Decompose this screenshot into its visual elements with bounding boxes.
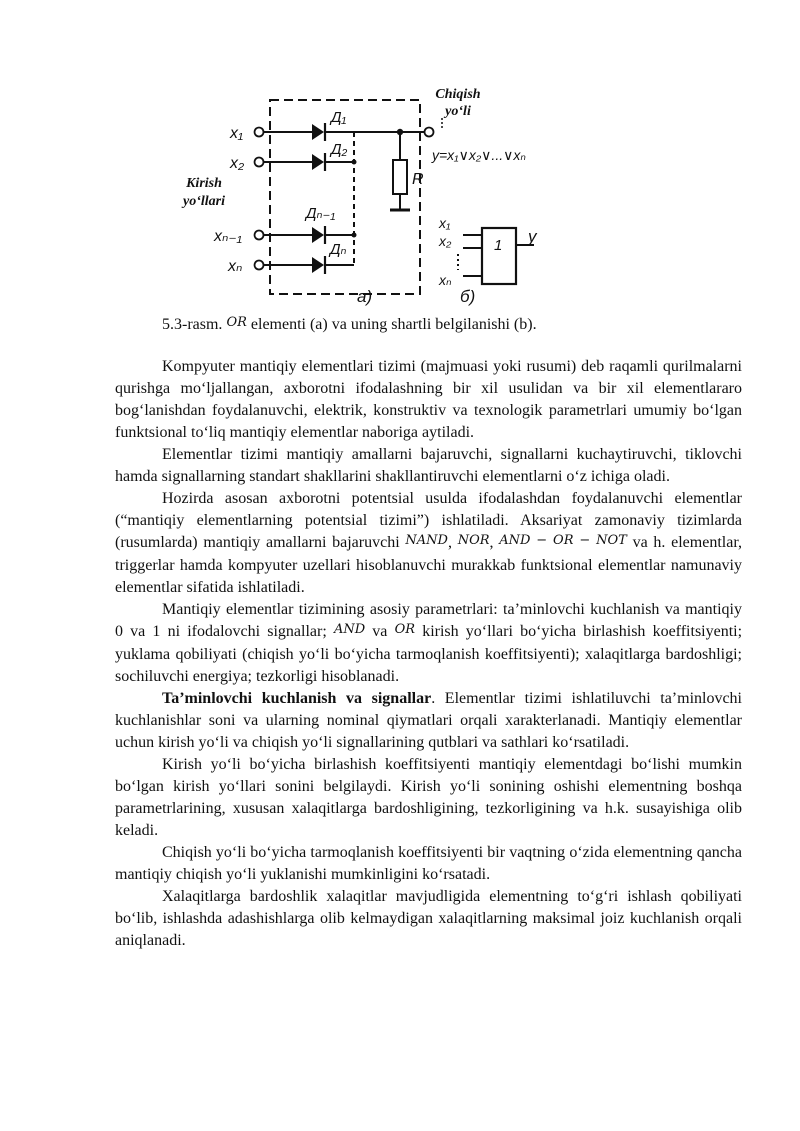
p3-text-a: Hozirda asosan axborotni potentsial usulda ifodalashdan foydalanuvchi elementlar (“mantiqiy elementlarning potentsial tizimi”) ishlatiladi. Aksariyat zamonaviy tizimlarda (rusumlarda) mantiqiy amallarni bajaruvchi — [115, 490, 742, 551]
paragraph-1: Kompyuter mantiqiy elementlari tizimi (majmuasi yoki rusumi) deb raqamli qurilmalarni qurishga mo‘ljallangan, axborotni ifodalashning bir xil usulidan va bir xil elementlararo bog‘lanishdan foydalanuvchi, elektrik, konstruktiv va texnologik parametrlari umumiy bo‘lgan funktsional to‘liq mantiqiy elementlar naboriga aytiladi. — [115, 358, 742, 441]
p4-math-or: OR — [394, 622, 416, 637]
output-formula: y=x₁∨x₂∨...∨xₙ — [432, 147, 526, 163]
diode-label-n-1: Дₙ₋₁ — [306, 205, 336, 222]
p3-math-nand: NAND — [405, 533, 448, 548]
paragraph-2: Elementlar tizimi mantiqiy amallarni bajaruvchi, signallarni kuchaytiruvchi, tiklovchi hamda signallarning standart shakllarini shakllantiruvchi elementlarni o‘z ichiga oladi. — [115, 446, 742, 485]
part-label-b: б) — [460, 287, 476, 306]
resistor-r — [390, 129, 410, 210]
paragraph-6: Kirish yo‘li bo‘yicha birlashish koeffitsiyenti mantiqiy elementdagi bo‘lishi mumkin bo‘lgan kirish yo‘llari sonini belgilaydi. Kirish yo‘li sonining oshishi elementning boshqa parametrlarining, xususan xalaqitlarga bardoshligining, tezkorligining va h.k. susayishiga olib keladi. — [115, 756, 742, 839]
paragraph-3 — [115, 488, 742, 599]
p3-sep-2: , — [489, 534, 494, 551]
input-annotation-line2: yo‘llari — [183, 194, 225, 209]
input-label-x2: x₂ — [230, 155, 245, 172]
diode-label-2: Д₂ — [331, 141, 348, 158]
p4-math-and: AND — [333, 622, 366, 637]
output-annotation-line1: Chiqish — [435, 87, 481, 102]
p5-heading: Ta’minlovchi kuchlanish va signallar — [162, 690, 432, 707]
paragraph-4 — [115, 599, 742, 688]
output-annotation-line2: yo‘li — [445, 104, 471, 119]
gate-input-x2: x₂ — [439, 233, 452, 249]
input-label-xn: xₙ — [228, 258, 243, 275]
p3-math-nor: NOR — [457, 533, 490, 548]
caption-prefix: 5.3-rasm. — [162, 316, 223, 333]
diode-label-n: Дₙ — [330, 241, 347, 258]
output-terminal — [425, 128, 434, 137]
caption-math-or: OR — [226, 315, 247, 330]
input-annotation-line1: Kirish — [186, 176, 222, 191]
paragraph-5 — [115, 688, 742, 754]
figure-caption — [162, 314, 722, 337]
gate-input-xn: xₙ — [439, 272, 452, 288]
diode-label-1: Д₁ — [331, 109, 347, 126]
diode-branch-n — [255, 256, 355, 274]
input-label-xn-1: xₙ₋₁ — [214, 228, 242, 245]
p3-sep-1: , — [447, 534, 452, 551]
p5-text: . Elementlar tizimi ishlatiluvchi ta’minlovchi kuchlanishlar soni va ularning nominal qiymatlari orqali xarakterlanadi. Mantiqiy elementlar uchun kirish yo‘li va chiqish yo‘li signallarining qutblari va sathlari ko‘rsatiladi. — [115, 690, 743, 751]
gate-input-x1: x₁ — [439, 215, 451, 231]
body-text — [115, 356, 742, 952]
input-label-x1: x₁ — [230, 125, 244, 142]
caption-suffix: elementi (a) va uning shartli belgilanishi (b). — [250, 316, 537, 333]
gate-output-label: y — [528, 227, 537, 246]
p4-text-b: kirish yo‘llari bo‘yicha birlashish koeffitsiyenti; yuklama qobiliyati (chiqish yo‘li bo‘yicha tarmoqlanish koeffitsiyenti); xalaqitlarga bardoshligi; sochiluvchi energiya; tezkorligi hisoblanadi. — [115, 623, 743, 685]
paragraph-8: Xalaqitlarga bardoshlik xalaqitlar mavjudligida elementning to‘g‘ri ishlash qobiliyati bo‘lib, ishlashda adashishlarga olib kelmaydigan xalaqitlarning maksimal joiz kuchlanish orqali aniqlanadi. — [115, 888, 742, 949]
or-circuit-diagram — [160, 78, 560, 310]
or-element-figure — [160, 78, 560, 310]
diode-branch-1 — [255, 123, 401, 141]
p4-mid: va — [372, 623, 388, 640]
part-label-a: a) — [357, 287, 373, 306]
p3-text-b: va h. elementlar, triggerlar hamda kompyuter uzellari hisoblanuvchi murakkab funktsional elementlar namunaviy elementlar sifatida ishlatiladi. — [115, 534, 743, 596]
p4-text-a: Mantiqiy elementlar tizimining asosiy parametrlari: ta’minlovchi kuchlanish va mantiqiy 0 va 1 ni ifodalovchi signallar; — [115, 601, 742, 640]
paragraph-7: Chiqish yo‘li bo‘yicha tarmoqlanish koeffitsiyenti bir vaqtning o‘zida elementning qancha mantiqiy chiqish yo‘li yuklanishi mumkinligini ko‘rsatadi. — [115, 844, 742, 883]
resistor-label: R — [412, 171, 424, 188]
p3-math-and-or-not: AND − OR − NOT — [499, 533, 627, 548]
gate-symbol-label: 1 — [494, 237, 503, 254]
